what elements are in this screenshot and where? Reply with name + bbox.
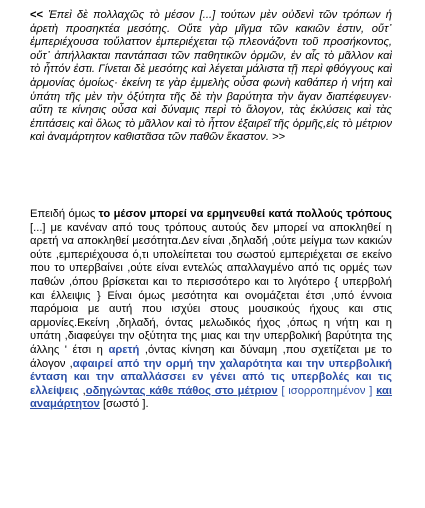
quote-open-mark: << [30, 9, 44, 21]
quote-text: Ἐπεὶ δὲ πολλαχῶς τὸ μέσον [...] τούτων μὲν οὐδενὶ τῶν τρόπων ἡ ἀρετὴ προσηκτέα μεσότης. Οὔτε γὰρ μῖγμα τῶν κακιῶν ἐστιν, οὔτ᾽ ἐμπεριέχουσα τοὔλαττον ἐμπεριέχεται τῷ πλεονάζοντι τοῦ προσήκοντος, οὔτ᾽ ἀπήλλακται παντάπασι τῶν παθητικῶν ὁρμῶν, ἐν αἷς τὸ μᾶλλον καὶ τὸ ἧττόν ἐστι. Γίνεται δὲ μεσότης καὶ λέγεται μάλιστα τῇ περὶ φθόγγους καὶ ἁρμονίας ὁμοίως· ἐκείνη τε γὰρ ἐμμελὴς οὖσα φωνὴ καθάπερ ἡ νήτη καὶ ὑπάτη τῆς μὲν τὴν ὀξύτητα τῆς δὲ τὴν βαρύτητα τὴν ἄγαν διαπέφευγεν· αὕτη τε κίνησις οὖσα καὶ δύναμις περὶ τὸ ἄλογον, τὰς ἐκλύσεις καὶ τὰς ἐπιτάσεις καὶ ὅλως τὸ μᾶλλον καὶ τὸ ἧττον ἐξαιρεῖ τῆς ὁρμῆς,εἰς τὸ μέτριον καὶ ἀναμάρτητον καθιστᾶσα τῶν παθῶν ἕκαστον. [30, 9, 392, 144]
translation-text-2: [...] με κανέναν από τους τρόπους αυτούς δεν μπορεί να αποκληθεί η αρετή να αποκληθεί μεσότητα.Δεν είναι ,δηλαδή ,ούτε μείγμα των κακιών ούτε ,εμπεριέχουσα ό,τι υπολείπεται του σωστού εμπεριέχεται σε εκείνο που το υπερβαίνει ,ούτε είναι εντελώς απαλλαγμένο από τις ορμές των παθών ,όπου βρίσκεται και το περισσότερο και το λιγότερο { υπερβολή και έλλειψις } Είναι όμως μεσότητα και ονομάζεται έτσι ,υπό έννοια παρόμοια με αυτή που ισχύει στους μουσικούς ήχους και στις αρμονίες.Εκείνη ,δηλαδή, όντας μελωδικός ήχος ,όπως η νήτη και η υπάτη ,διαφεύγει την οξύτητα της μιας και την υπερβολική βαρύτητα της άλλης ' έτσι η [30, 221, 392, 356]
translation-text-1: Επειδή όμως [30, 208, 99, 220]
translation-paragraph [30, 208, 392, 412]
translation-highlight-faultless: και αναμάρτητον [30, 384, 393, 411]
translation-highlight-arete: αρετή [108, 343, 140, 356]
translation-text-3: ,όντας κίνηση και δύναμη ,που σχετίζεται με το άλογον , [30, 343, 392, 370]
greek-quote [30, 9, 392, 145]
quote-close-mark: >> [272, 131, 286, 144]
translation-bold-phrase: το μέσον μπορεί να ερμηνευθεί κατά πολλούς τρόπους [98, 208, 392, 220]
translation-highlight-measure: οδηγώντας κάθε πάθος στο μέτριον [85, 384, 278, 397]
translation-highlight-removes: αφαιρεί από την ορμή την χαλαρότητα και την υπερβολική ένταση και την απαλλάσσει εν γένει από τις υπερβολές και τις ελλείψεις [30, 357, 392, 397]
translation-text-5: [ ισορροπημένον ] [277, 384, 377, 397]
translation-text-6: [σωστό ]. [99, 398, 149, 411]
translation-text-4: , [78, 384, 86, 397]
